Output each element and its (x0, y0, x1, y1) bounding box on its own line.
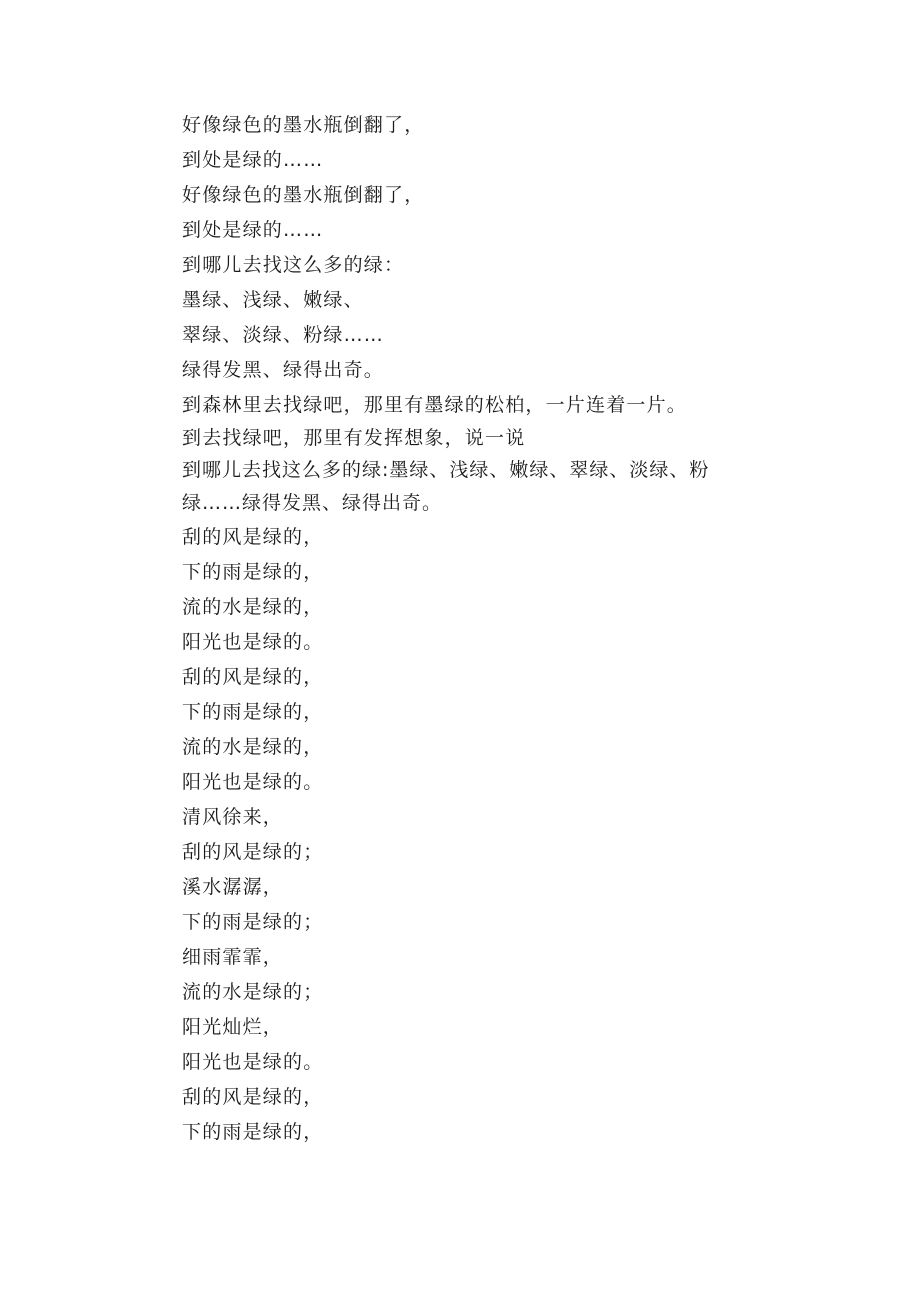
text-line: 好像绿色的墨水瓶倒翻了， (182, 184, 425, 206)
text-line: 阳光也是绿的。 (182, 771, 324, 793)
text-line: 到森林里去找绿吧，那里有墨绿的松柏，一片连着一片。 (182, 394, 688, 416)
text-line: 翠绿、淡绿、粉绿…… (182, 324, 385, 346)
text-line: 下的雨是绿的， (182, 561, 324, 583)
text-paragraph: 到哪儿去找这么多的绿:墨绿、浅绿、嫩绿、翠绿、淡绿、粉绿……绿得发黑、绿得出奇。 (182, 459, 710, 514)
text-line: 刮的风是绿的； (182, 841, 324, 863)
text-line: 下的雨是绿的； (182, 911, 324, 933)
text-line: 阳光灿烂， (182, 1016, 284, 1038)
text-line: 刮的风是绿的， (182, 1086, 324, 1108)
text-line: 溪水潺潺， (182, 876, 284, 898)
text-line: 流的水是绿的， (182, 596, 324, 618)
poem-text-body (182, 108, 742, 1150)
text-line: 流的水是绿的； (182, 981, 324, 1003)
text-line: 细雨霏霏， (182, 946, 284, 968)
text-line: 流的水是绿的， (182, 736, 324, 758)
text-line: 到处是绿的…… (182, 149, 324, 171)
text-line: 清风徐来， (182, 806, 284, 828)
text-line: 到哪儿去找这么多的绿： (182, 254, 405, 276)
text-line: 到去找绿吧，那里有发挥想象，说一说 (182, 427, 526, 449)
text-line: 绿得发黑、绿得出奇。 (182, 359, 385, 381)
text-line: 好像绿色的墨水瓶倒翻了， (182, 114, 425, 136)
text-line: 阳光也是绿的。 (182, 631, 324, 653)
text-line: 刮的风是绿的， (182, 526, 324, 548)
text-line: 阳光也是绿的。 (182, 1051, 324, 1073)
text-line: 下的雨是绿的， (182, 1121, 324, 1143)
text-line: 到处是绿的…… (182, 219, 324, 241)
text-line: 下的雨是绿的， (182, 701, 324, 723)
text-line: 墨绿、浅绿、嫩绿、 (182, 289, 364, 311)
text-line: 刮的风是绿的， (182, 666, 324, 688)
